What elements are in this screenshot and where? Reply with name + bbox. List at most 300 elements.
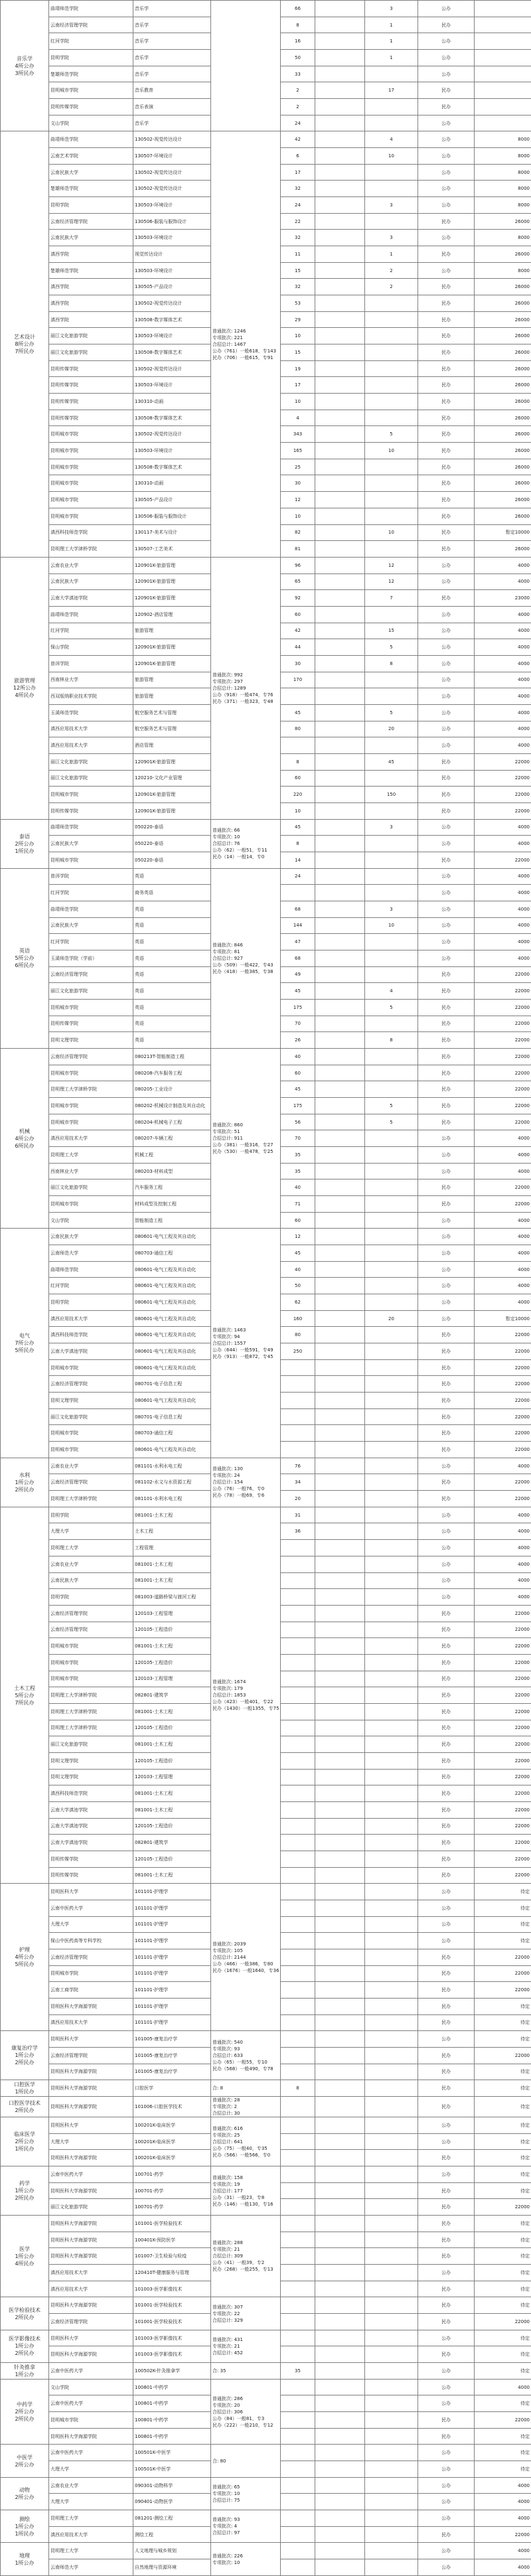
special-count-cell: 20 (365, 1310, 418, 1327)
extra-cell (315, 1327, 365, 1343)
major-cell: 101101-护理学 (133, 1900, 211, 1916)
school-cell: 滇西科技师范学院 (49, 524, 133, 541)
table-row (1, 2097, 531, 2117)
extra-cell (315, 1572, 365, 1589)
special-count-cell (365, 868, 418, 885)
plan-count-cell (281, 2232, 315, 2248)
major-cell: 081001-土木工程 (133, 1556, 211, 1572)
extra-cell (315, 2494, 365, 2510)
school-cell: 丽江文化旅游学院 (49, 1736, 133, 1753)
extra-cell (315, 230, 365, 246)
major-cell: 100801-中药学 (133, 2379, 211, 2395)
ownership-cell: 民办 (418, 1327, 475, 1343)
extra-cell (315, 295, 365, 312)
plan-count-cell (281, 2477, 315, 2494)
plan-summary-line: 专项批次: 297 (212, 678, 279, 685)
tuition-cell: 22000 (475, 1376, 531, 1393)
special-count-cell: 1 (365, 33, 418, 50)
plan-summary-line: 合招总计: 911 (212, 1135, 279, 1142)
major-cell: 120901K-旅游管理 (133, 655, 211, 672)
major-cell: 工程管理 (133, 1540, 211, 1556)
ownership-cell: 公办 (418, 672, 475, 688)
major-cell: 130503-环境设计 (133, 197, 211, 214)
ownership-cell: 公办 (418, 901, 475, 917)
major-cell: 汽车服务工程 (133, 1179, 211, 1196)
ownership-cell: 民办 (418, 2428, 475, 2445)
ownership-cell: 民办 (418, 1851, 475, 1867)
special-count-cell (365, 2314, 418, 2330)
plan-count-cell: 45 (281, 819, 315, 836)
major-cell: 英语 (133, 934, 211, 950)
special-count-cell (365, 2510, 418, 2527)
ownership-cell: 公办 (418, 1540, 475, 1556)
tuition-cell: 22000 (475, 1736, 531, 1753)
table-row (1, 2543, 531, 2559)
plan-count-cell (281, 737, 315, 754)
ownership-cell: 公办 (418, 737, 475, 754)
plan-count-cell (281, 1359, 315, 1376)
plan-summary-line: 公办（62）一般51，专11 (212, 847, 279, 854)
special-count-cell (365, 2428, 418, 2445)
major-cell: 自然地理与资源环境 (133, 2559, 211, 2576)
major-cell: 120105-工程造价 (133, 1654, 211, 1671)
plan-count-cell (281, 688, 315, 705)
major-cell: 082801-建筑学 (133, 1835, 211, 1851)
school-cell: 昆明文理学院 (49, 1393, 133, 1409)
plan-count-cell: 10 (281, 328, 315, 344)
plan-count-cell (281, 2248, 315, 2265)
special-count-cell (365, 1851, 418, 1867)
ownership-cell: 民办 (418, 246, 475, 263)
plan-count-cell (281, 2117, 315, 2134)
tuition-cell: 4000 (475, 1572, 531, 1589)
tuition-cell: 22000 (475, 1359, 531, 1376)
tuition-cell: 22000 (475, 1687, 531, 1704)
tuition-cell: 4000 (475, 1229, 531, 1245)
ownership-cell: 民办 (418, 1785, 475, 1802)
category-line: 2所公办 (2, 2461, 47, 2468)
category-line: 1所民办 (2, 2088, 47, 2095)
special-count-cell: 4 (365, 983, 418, 1000)
category-line: 1所公办 (2, 1479, 47, 1486)
major-cell: 050220-泰语 (133, 836, 211, 852)
tuition-cell: 22000 (475, 1769, 531, 1785)
extra-cell (315, 17, 365, 33)
plan-count-cell: 11 (281, 246, 315, 263)
school-cell: 昆明医科大学海源学院 (49, 1998, 133, 2014)
category-line: 2所民办 (2, 2350, 47, 2357)
ownership-cell: 民办 (418, 344, 475, 361)
extra-cell (315, 1179, 365, 1196)
plan-count-cell (281, 1884, 315, 1900)
school-cell: 昆明城市学院 (49, 1196, 133, 1213)
special-count-cell (365, 1982, 418, 1999)
category-cell (1, 868, 49, 1048)
tuition-cell (475, 50, 531, 66)
school-cell: 昆明理工大学津桥学院 (49, 541, 133, 558)
tuition-cell: 待定 (475, 2166, 531, 2183)
plan-count-cell (281, 2281, 315, 2297)
plan-count-cell (281, 1605, 315, 1622)
plan-summary-cell (211, 1458, 281, 1507)
table-row (1, 2080, 531, 2097)
special-count-cell (365, 1687, 418, 1704)
ownership-cell: 民办 (418, 2064, 475, 2080)
ownership-cell: 民办 (418, 508, 475, 524)
special-count-cell: 1 (365, 17, 418, 33)
tuition-cell: 待定 (475, 1933, 531, 1949)
tuition-cell: 22000 (475, 983, 531, 1000)
plan-summary-line: 普通批次: 431 (212, 2336, 279, 2343)
special-count-cell (365, 2395, 418, 2412)
extra-cell (315, 360, 365, 377)
school-cell: 昆明城市学院 (49, 787, 133, 803)
major-cell: 音乐表演 (133, 99, 211, 115)
extra-cell (315, 787, 365, 803)
ownership-cell: 公办 (418, 2133, 475, 2150)
major-cell: 120901K-旅游管理 (133, 573, 211, 590)
ownership-cell: 民办 (418, 2248, 475, 2265)
category-line: 土木工程 (2, 1685, 47, 1692)
major-cell: 音乐学 (133, 66, 211, 82)
table-row (1, 1458, 531, 1474)
category-line: 1所公办 (2, 2342, 47, 2350)
plan-summary-line: 专项批次: 94 (212, 1333, 279, 1340)
extra-cell (315, 2379, 365, 2395)
special-count-cell (365, 2047, 418, 2064)
ownership-cell: 民办 (418, 328, 475, 344)
ownership-cell: 民办 (418, 2199, 475, 2216)
major-cell: 130503-环境设计 (133, 262, 211, 279)
school-cell: 云南经济管理学院 (49, 966, 133, 983)
category-line: 5所公办 (2, 1692, 47, 1699)
school-cell: 昆明医科大学海源学院 (49, 2248, 133, 2265)
special-count-cell (365, 1163, 418, 1179)
extra-cell (315, 1474, 365, 1491)
major-cell: 130508-数字媒体艺术 (133, 459, 211, 475)
plan-summary-line: 合招总计: 1853 (212, 1692, 279, 1699)
plan-summary-line: 专项批次: 221 (212, 335, 279, 341)
category-line: 机械 (2, 1128, 47, 1135)
category-line: 4所民办 (2, 2260, 47, 2267)
tuition-cell: 4000 (475, 2510, 531, 2527)
tuition-cell: 22000 (475, 1671, 531, 1687)
school-cell: 红河学院 (49, 1278, 133, 1294)
school-cell: 昆明医科大学 (49, 2031, 133, 2048)
major-cell: 130508-数字媒体艺术 (133, 344, 211, 361)
tuition-cell: 22000 (475, 1343, 531, 1360)
plan-count-cell (281, 2395, 315, 2412)
plan-count-cell: 42 (281, 623, 315, 639)
school-cell: 昆明城市学院 (49, 1638, 133, 1655)
ownership-cell: 公办 (418, 2363, 475, 2380)
extra-cell (315, 1491, 365, 1507)
special-count-cell (365, 1703, 418, 1720)
major-cell: 100502K-针灸推拿学 (133, 2363, 211, 2380)
major-cell: 050220-泰语 (133, 819, 211, 836)
school-cell: 玉溪师范学院 (49, 704, 133, 721)
school-cell: 昆明理工大学津桥学院 (49, 1703, 133, 1720)
tuition-cell: 4000 (475, 1556, 531, 1572)
plan-count-cell: 175 (281, 999, 315, 1016)
ownership-cell: 公办 (418, 1523, 475, 1540)
special-count-cell: 45 (365, 753, 418, 770)
school-cell: 曲靖师范学院 (49, 901, 133, 917)
category-line: 1所公办 (2, 2187, 47, 2194)
category-cell (1, 1507, 49, 1883)
special-count-cell: 5 (365, 704, 418, 721)
extra-cell (315, 1359, 365, 1376)
major-cell: 101003-医学影像技术 (133, 2346, 211, 2363)
tuition-cell: 8000 (475, 164, 531, 181)
plan-count-cell: 15 (281, 262, 315, 279)
extra-cell (315, 721, 365, 737)
major-cell: 120103-工程管理 (133, 1671, 211, 1687)
ownership-cell: 公办 (418, 1229, 475, 1245)
extra-cell (315, 2281, 365, 2297)
category-line: 1所公办 (2, 2371, 47, 2378)
special-count-cell (365, 377, 418, 394)
extra-cell (315, 950, 365, 966)
school-cell: 昆明医科大学 (49, 2117, 133, 2134)
school-cell: 丽江文化旅游学院 (49, 2199, 133, 2216)
plan-count-cell (281, 1540, 315, 1556)
tuition-cell: 22000 (475, 1327, 531, 1343)
major-cell: 英语 (133, 983, 211, 1000)
extra-cell (315, 623, 365, 639)
tuition-cell: 4000 (475, 2494, 531, 2510)
extra-cell (315, 246, 365, 263)
plan-summary-line: 民办（418）一般385，专38 (212, 968, 279, 975)
plan-summary-line: 专项批次: 10 (212, 834, 279, 840)
ownership-cell: 民办 (418, 1835, 475, 1851)
ownership-cell: 公办 (418, 2445, 475, 2461)
plan-count-cell (281, 1785, 315, 1802)
ownership-cell: 民办 (418, 1752, 475, 1769)
ownership-cell: 公办 (418, 2543, 475, 2559)
plan-count-cell: 12 (281, 1229, 315, 1245)
special-count-cell (365, 2330, 418, 2346)
plan-count-cell (281, 2510, 315, 2527)
plan-count-cell: 56 (281, 1114, 315, 1130)
extra-cell (315, 1343, 365, 1360)
category-cell (1, 131, 49, 557)
special-count-cell (365, 475, 418, 492)
school-cell: 云南农业大学 (49, 2477, 133, 2494)
table-row (1, 2166, 531, 2183)
special-count-cell (365, 344, 418, 361)
ownership-cell: 公办 (418, 1933, 475, 1949)
tuition-cell: 4000 (475, 917, 531, 934)
plan-summary-line: 专项批次: 105 (212, 1947, 279, 1954)
plan-summary-line: 普通批次: 2039 (212, 1941, 279, 1947)
special-count-cell (365, 1720, 418, 1736)
ownership-cell: 公办 (418, 2477, 475, 2494)
ownership-cell: 民办 (418, 1098, 475, 1114)
major-cell: 英语 (133, 917, 211, 934)
plan-count-cell (281, 2182, 315, 2199)
ownership-cell: 民办 (418, 999, 475, 1016)
school-cell: 昆明医科大学海源学院 (49, 2182, 133, 2199)
school-cell: 云南民族大学 (49, 230, 133, 246)
plan-count-cell (281, 1654, 315, 1671)
school-cell: 丽江文化旅游学院 (49, 770, 133, 787)
plan-summary-cell (211, 2477, 281, 2510)
extra-cell (315, 33, 365, 50)
major-cell: 120901K-旅游管理 (133, 557, 211, 573)
school-cell: 保山学院 (49, 639, 133, 656)
special-count-cell (365, 1261, 418, 1278)
major-cell: 100701-药学 (133, 2182, 211, 2199)
plan-summary-cell (211, 2330, 281, 2362)
tuition-cell: 4000 (475, 557, 531, 573)
school-cell: 云南经济管理学院 (49, 213, 133, 230)
plan-summary-line: 合招总计: 633 (212, 2052, 279, 2059)
ownership-cell: 公办 (418, 557, 475, 573)
ownership-cell: 民办 (418, 377, 475, 394)
ownership-cell: 民办 (418, 1818, 475, 1835)
ownership-cell: 公办 (418, 50, 475, 66)
major-cell: 120103-工程管理 (133, 1605, 211, 1622)
plan-count-cell (281, 1687, 315, 1704)
category-cell (1, 2031, 49, 2080)
major-cell: 081001-土木工程 (133, 1785, 211, 1802)
major-cell: 080601-电气工程及其自动化 (133, 1442, 211, 1458)
school-cell: 昆明医科大学海源学院 (49, 2097, 133, 2117)
table-row (1, 1229, 531, 1245)
extra-cell (315, 1130, 365, 1147)
major-cell: 音乐学 (133, 115, 211, 131)
ownership-cell: 民办 (418, 410, 475, 426)
extra-cell (315, 1605, 365, 1622)
category-cell (1, 819, 49, 868)
tuition-cell: 待定 (475, 2248, 531, 2265)
major-cell: 100201K-临床医学 (133, 2133, 211, 2150)
tuition-cell: 暂定10000 (475, 1310, 531, 1327)
plan-count-cell (281, 1835, 315, 1851)
extra-cell (315, 1425, 365, 1442)
plan-count-cell (281, 2559, 315, 2576)
plan-summary-cell (211, 131, 281, 557)
extra-cell (315, 1147, 365, 1164)
category-line: 临床医学 (2, 2131, 47, 2138)
plan-count-cell: 220 (281, 787, 315, 803)
ownership-cell: 公办 (418, 115, 475, 131)
ownership-cell: 民办 (418, 311, 475, 328)
ownership-cell: 公办 (418, 1163, 475, 1179)
extra-cell (315, 164, 365, 181)
tuition-cell: 8000 (475, 148, 531, 165)
category-line: 5所公办 (2, 954, 47, 962)
major-cell: 101006-口腔医学技术 (133, 2097, 211, 2117)
special-count-cell (365, 295, 418, 312)
special-count-cell: 7 (365, 590, 418, 607)
extra-cell (315, 328, 365, 344)
extra-cell (315, 115, 365, 131)
school-cell: 昆明传媒学院 (49, 1851, 133, 1867)
plan-summary-cell (211, 1229, 281, 1458)
extra-cell (315, 1769, 365, 1785)
tuition-cell: 26000 (475, 508, 531, 524)
school-cell: 文山学院 (49, 115, 133, 131)
ownership-cell: 公办 (418, 2395, 475, 2412)
major-cell: 081001-土木工程 (133, 1801, 211, 1818)
ownership-cell: 公办 (418, 623, 475, 639)
special-count-cell (365, 1556, 418, 1572)
major-cell: 101101-护理学 (133, 1982, 211, 1999)
tuition-cell: 8000 (475, 181, 531, 197)
extra-cell (315, 1442, 365, 1458)
plan-count-cell: 81 (281, 541, 315, 558)
ownership-cell: 民办 (418, 2080, 475, 2097)
special-count-cell (365, 2182, 418, 2199)
plan-summary-cell (211, 2080, 281, 2097)
school-cell: 云南民族大学 (49, 917, 133, 934)
ownership-cell: 民办 (418, 1638, 475, 1655)
special-count-cell (365, 1589, 418, 1606)
plan-count-cell: 35 (281, 1163, 315, 1179)
major-cell: 081001-土木工程 (133, 1572, 211, 1589)
category-line: 口腔医学技术 (2, 2099, 47, 2107)
plan-summary-line: 公办（84）一般81，专3 (212, 2415, 279, 2422)
special-count-cell: 10 (365, 524, 418, 541)
category-cell (1, 557, 49, 819)
extra-cell (315, 639, 365, 656)
ownership-cell: 民办 (418, 459, 475, 475)
school-cell: 云南经济管理学院 (49, 2047, 133, 2064)
tuition-cell: 暂定10000 (475, 524, 531, 541)
tuition-cell: 4000 (475, 737, 531, 754)
plan-summary-line: 专项批次: 21 (212, 2246, 279, 2253)
major-cell: 101101-护理学 (133, 2014, 211, 2031)
extra-cell (315, 443, 365, 459)
plan-count-cell: 60 (281, 770, 315, 787)
tuition-cell: 4000 (475, 721, 531, 737)
extra-cell (315, 2166, 365, 2183)
major-cell: 081001-土木工程 (133, 1638, 211, 1655)
category-cell (1, 1229, 49, 1458)
ownership-cell: 公办 (418, 1130, 475, 1147)
extra-cell (315, 2133, 365, 2150)
extra-cell (315, 2346, 365, 2363)
school-cell: 大理大学 (49, 2494, 133, 2510)
major-cell: 旅游管理 (133, 623, 211, 639)
special-count-cell (365, 2014, 418, 2031)
ownership-cell: 民办 (418, 99, 475, 115)
major-cell: 120103-工程管理 (133, 1769, 211, 1785)
extra-cell (315, 1163, 365, 1179)
ownership-cell: 民办 (418, 492, 475, 508)
school-cell: 云南中医药大学 (49, 2166, 133, 2183)
tuition-cell: 待定 (475, 2232, 531, 2248)
plan-summary-line: 普通批次: 93 (212, 2516, 279, 2523)
school-cell: 昆明理工大学津桥学院 (49, 1720, 133, 1736)
tuition-cell: 22000 (475, 1408, 531, 1425)
plan-count-cell (281, 1622, 315, 1638)
tuition-cell: 4000 (475, 573, 531, 590)
plan-summary-line: 公办（381）一般316，专27 (212, 1142, 279, 1148)
ownership-cell: 公办 (418, 1884, 475, 1900)
tuition-cell: 26000 (475, 295, 531, 312)
school-cell: 楚雄师范学院 (49, 262, 133, 279)
extra-cell (315, 508, 365, 524)
school-cell: 滇西科技师范学院 (49, 1327, 133, 1343)
special-count-cell (365, 2494, 418, 2510)
extra-cell (315, 344, 365, 361)
plan-summary-line: 公办（75）一般40，专35 (212, 2145, 279, 2152)
plan-summary-cell (211, 2510, 281, 2543)
school-cell: 昆明城市学院 (49, 1425, 133, 1442)
